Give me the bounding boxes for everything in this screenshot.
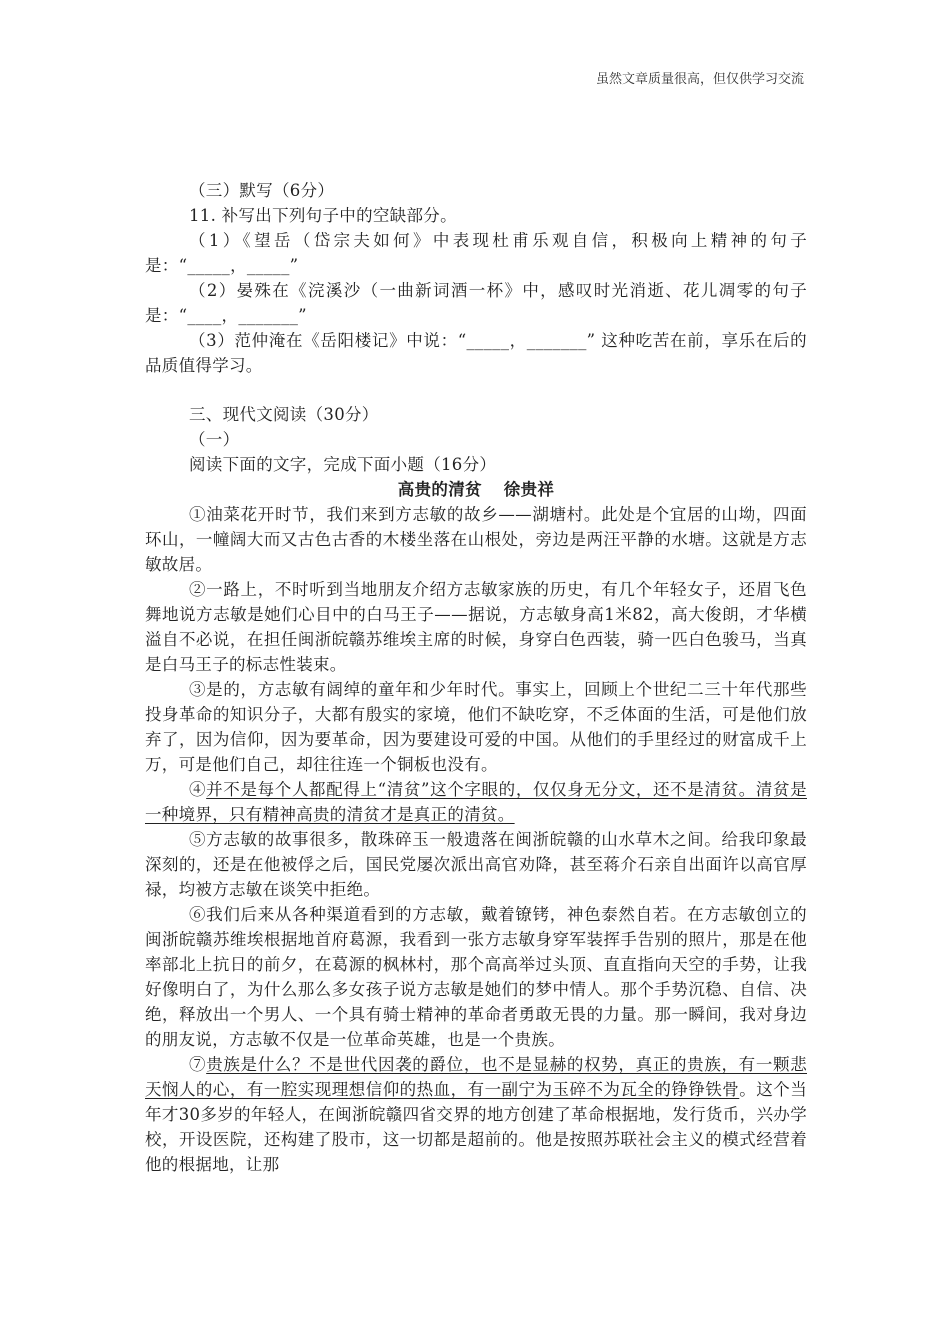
paragraph-4-underlined: 并不是每个人都配得上“清贫”这个字眼的，仅仅身无分文，还不是清贫。清贫是一种境界，只有精神高贵的清贫才是真正的清贫。 xyxy=(145,780,807,824)
document-body xyxy=(145,178,807,1177)
section-heading-dictation: （三）默写（6分） xyxy=(189,181,335,200)
part3-subheading: （一） xyxy=(189,430,240,449)
question-11: 11. 补写出下列句子中的空缺部分。 xyxy=(189,206,457,225)
article-title xyxy=(145,477,807,502)
paragraph-6: ⑥我们后来从各种渠道看到的方志敏，戴着镣铐，神色泰然自若。在方志敏创立的闽浙皖赣苏维埃根据地首府葛源，我看到一张方志敏身穿军装挥手告别的照片，那是在他率部北上抗日的前夕，在葛源的枫林村，那个高高举过头顶、直直指向天空的手势，让我好像明白了，为什么那么多女孩子说方志敏是她们的梦中情人。那个手势沉稳、自信、决绝，释放出一个男人、一个具有骑士精神的革命者勇敢无畏的力量。那一瞬间，我对身边的朋友说，方志敏不仅是一位革命英雄，也是一个贵族。 xyxy=(145,905,807,1049)
question-11-item-1: （1）《望岳（岱宗夫如何》中表现杜甫乐观自信，积极向上精神的句子是：“_____，_____” xyxy=(145,231,807,275)
article-author: 徐贵祥 xyxy=(503,480,555,499)
article-title-text: 高贵的清贫 xyxy=(397,480,482,499)
header-note: 虽然文章质量很高，但仅供学习交流 xyxy=(595,72,804,87)
paragraph-7 xyxy=(145,1052,807,1177)
paragraph-3: ③是的，方志敏有阔绰的童年和少年时代。事实上，回顾上个世纪二三十年代那些投身革命的知识分子，大都有殷实的家境，他们不缺吃穿，不乏体面的生活，可是他们放弃了，因为信仰，因为要革命，因为要建设可爱的中国。从他们的手里经过的财富成千上万，可是他们自己，却往往连一个铜板也没有。 xyxy=(145,680,807,774)
paragraph-5: ⑤方志敏的故事很多，散珠碎玉一般遗落在闽浙皖赣的山水草木之间。给我印象最深刻的，还是在他被俘之后，国民党屡次派出高官劝降，甚至蒋介石亲自出面许以高官厚禄，均被方志敏在谈笑中拒绝。 xyxy=(145,830,807,899)
paragraph-4-number: ④ xyxy=(189,780,207,799)
paragraph-1: ①油菜花开时节，我们来到方志敏的故乡——湖塘村。此处是个宜居的山坳，四面环山，一幢阔大而又古色古香的木楼坐落在山根处，旁边是两汪平静的水塘。这就是方志敏故居。 xyxy=(145,505,807,574)
reading-instruction: 阅读下面的文字，完成下面小题（16分） xyxy=(189,455,497,474)
paragraph-2: ②一路上，不时听到当地朋友介绍方志敏家族的历史，有几个年轻女子，还眉飞色舞地说方志敏是她们心目中的白马王子——据说，方志敏身高1米82，高大俊朗，才华横溢自不必说，在担任闽浙皖赣苏维埃主席的时候，身穿白色西装，骑一匹白色骏马，当真是白马王子的标志性装束。 xyxy=(145,580,807,674)
paragraph-4 xyxy=(145,777,807,827)
part3-heading: 三、现代文阅读（30分） xyxy=(189,405,379,424)
paragraph-7-underlined: 贵族是什么？不是世代因袭的爵位，也不是显赫的权势，真正的贵族，有一颗悲天悯人的心，有一腔实现理想信仰的热血，有一副宁为玉碎不为瓦全的铮铮铁骨 xyxy=(145,1055,807,1099)
paragraph-7-rest: 。这个当年才30多岁的年轻人，在闽浙皖赣四省交界的地方创建了革命根据地，发行货币，兴办学校，开设医院，还构建了股市，这一切都是超前的。他是按照苏联社会主义的模式经营着他的根据地，让那 xyxy=(145,1080,808,1174)
question-11-item-2: （2）晏殊在《浣溪沙（一曲新词酒一杯》中，感叹时光消逝、花儿凋零的句子是：“____，_______” xyxy=(145,281,807,325)
question-11-item-3: （3）范仲淹在《岳阳楼记》中说：“_____，_______” 这种吃苦在前，享乐在后的品质值得学习。 xyxy=(145,331,807,375)
spacer xyxy=(145,378,807,402)
paragraph-7-number: ⑦ xyxy=(189,1055,207,1074)
